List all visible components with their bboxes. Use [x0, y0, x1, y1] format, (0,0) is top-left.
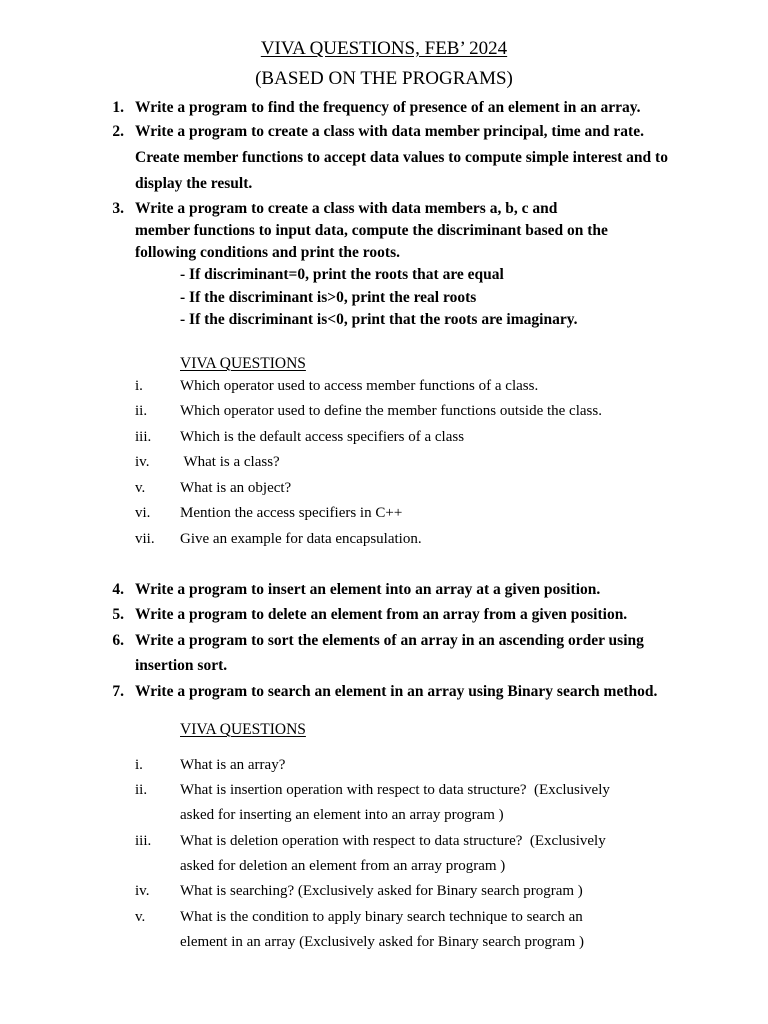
program-7-number: 7.: [112, 683, 124, 700]
program-4-line-1: Write a program to insert an element into an array at a given position.: [135, 581, 601, 598]
program-4-number: 4.: [112, 581, 124, 598]
viva-2-item-2-number: ii.: [135, 782, 148, 798]
viva-2-item-3-line-2: asked for deletion an element from an array program ): [180, 858, 506, 874]
viva-2-item-5-line-1: What is the condition to apply binary search technique to search an: [180, 909, 583, 925]
viva-1-item-5-number: v.: [135, 480, 146, 496]
viva-2-item-1-number: i.: [135, 757, 143, 773]
viva-1-item-5-text: What is an object?: [180, 480, 292, 496]
program-2-line-1: Write a program to create a class with data member principal, time and rate.: [135, 123, 644, 140]
viva-1-item-1-number: i.: [135, 378, 143, 394]
viva-2-item-3-number: iii.: [135, 833, 152, 849]
document-subtitle: (BASED ON THE PROGRAMS): [255, 68, 513, 89]
condition-equal-roots: - If discriminant=0, print the roots that are equal: [180, 266, 504, 283]
viva-1-item-7-number: vii.: [135, 531, 155, 547]
viva-1-item-1-text: Which operator used to access member functions of a class.: [180, 378, 539, 394]
viva-1-item-3-number: iii.: [135, 429, 152, 445]
viva-questions-heading-1-text: VIVA QUESTIONS: [180, 355, 306, 372]
viva-2-item-1-line-1: What is an array?: [180, 757, 286, 773]
program-3-line-2: member functions to input data, compute the discriminant based on the: [135, 222, 608, 239]
viva-2-item-4-line-1: What is searching? (Exclusively asked for Binary search program ): [180, 883, 583, 899]
program-3-number: 3.: [112, 200, 124, 217]
viva-1-item-2-number: ii.: [135, 403, 148, 419]
viva-1-item-6-number: vi.: [135, 505, 151, 521]
program-2-line-3: display the result.: [135, 175, 253, 192]
program-1-number: 1.: [112, 99, 124, 116]
program-3-line-1: Write a program to create a class with data members a, b, c and: [135, 200, 558, 217]
viva-2-item-5-line-2: element in an array (Exclusively asked for Binary search program ): [180, 934, 585, 950]
viva-2-item-3-line-1: What is deletion operation with respect to data structure? (Exclusively: [180, 833, 606, 849]
viva-questions-heading-2: [180, 720, 306, 740]
viva-1-item-4-text: What is a class?: [180, 454, 280, 470]
viva-questions-heading-2-text: VIVA QUESTIONS: [180, 721, 306, 738]
document-title-text: VIVA QUESTIONS, FEB’ 2024: [260, 38, 508, 59]
document-title: [0, 37, 768, 61]
program-6-line-2: insertion sort.: [135, 657, 228, 674]
viva-2-item-2-line-1: What is insertion operation with respect to data structure? (Exclusively: [180, 782, 610, 798]
program-2-number: 2.: [112, 123, 124, 140]
program-3-line-3: following conditions and print the roots.: [135, 244, 400, 261]
program-6-line-1: Write a program to sort the elements of an array in an ascending order using: [135, 632, 644, 649]
condition-imaginary-roots: - If the discriminant is<0, print that the roots are imaginary.: [180, 311, 578, 328]
viva-1-item-4-number: iv.: [135, 454, 150, 470]
program-5-line-1: Write a program to delete an element from an array from a given position.: [135, 606, 628, 623]
program-5-number: 5.: [112, 606, 124, 623]
condition-real-roots: - If the discriminant is>0, print the real roots: [180, 289, 477, 306]
program-7-line-1: Write a program to search an element in an array using Binary search method.: [135, 683, 658, 700]
program-1-line-1: Write a program to find the frequency of presence of an element in an array.: [135, 99, 641, 116]
program-2-line-2: Create member functions to accept data values to compute simple interest and to: [135, 149, 668, 166]
program-6-number: 6.: [112, 632, 124, 649]
viva-2-item-2-line-2: asked for inserting an element into an array program ): [180, 807, 504, 823]
viva-1-item-3-text: Which is the default access specifiers of a class: [180, 429, 465, 445]
viva-1-item-6-text: Mention the access specifiers in C++: [180, 505, 403, 521]
viva-2-item-4-number: iv.: [135, 883, 150, 899]
viva-1-item-2-text: Which operator used to define the member functions outside the class.: [180, 403, 602, 419]
viva-1-item-7-text: Give an example for data encapsulation.: [180, 531, 422, 547]
viva-questions-heading-1: [180, 354, 306, 374]
viva-2-item-5-number: v.: [135, 909, 146, 925]
